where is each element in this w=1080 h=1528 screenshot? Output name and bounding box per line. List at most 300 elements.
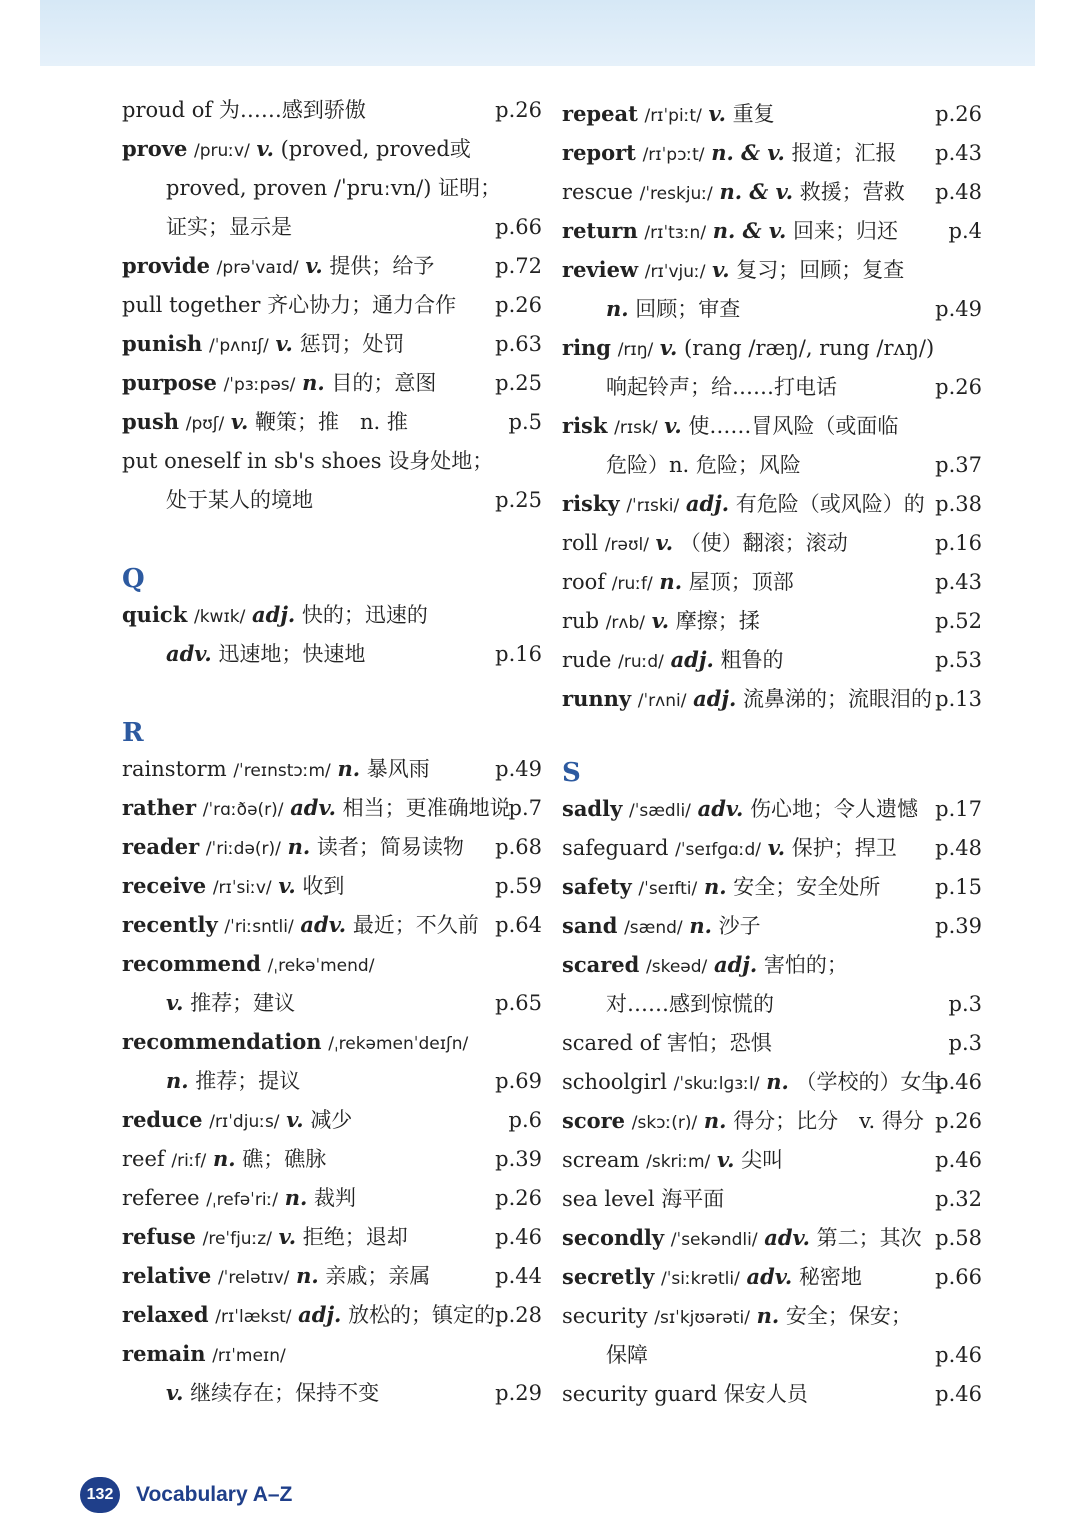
part-of-speech: adv. bbox=[290, 795, 336, 820]
vocab-entry bbox=[122, 1025, 542, 1059]
part-of-speech: v. bbox=[278, 873, 296, 898]
page-ref: p.44 bbox=[495, 1264, 542, 1288]
phonetic: /ruːd/ bbox=[618, 652, 664, 672]
phonetic: /ˌrefəˈriː/ bbox=[206, 1190, 279, 1210]
page-ref: p.69 bbox=[495, 1069, 542, 1093]
entry-text bbox=[562, 792, 918, 828]
definition: 使……冒风险（或面临 bbox=[688, 414, 899, 438]
vocab-entry bbox=[562, 97, 982, 131]
part-of-speech: adj. bbox=[713, 952, 758, 977]
page-ref: p.6 bbox=[508, 1108, 542, 1132]
page-ref: p.38 bbox=[935, 492, 982, 516]
part-of-speech: v. bbox=[651, 608, 670, 633]
headword: safety bbox=[562, 874, 632, 899]
entry-continuation bbox=[122, 986, 542, 1020]
entry-text bbox=[562, 409, 898, 445]
part-of-speech: adv. bbox=[764, 1225, 810, 1250]
entry-continuation bbox=[122, 483, 542, 517]
headword: recommend bbox=[122, 951, 261, 976]
part-of-speech: v. bbox=[767, 835, 786, 860]
entry-text bbox=[562, 253, 904, 289]
phonetic: /ˈrʌni/ bbox=[637, 691, 687, 711]
part-of-speech: n. bbox=[659, 569, 683, 594]
entry-text bbox=[562, 565, 794, 601]
entry-text bbox=[122, 366, 436, 402]
definition: 摩擦；揉 bbox=[675, 609, 760, 633]
phonetic: /reˈfjuːz/ bbox=[202, 1229, 272, 1249]
definition: （使）翻滚；滚动 bbox=[679, 531, 848, 555]
part-of-speech: n. bbox=[756, 1303, 780, 1328]
page-ref: p.63 bbox=[495, 332, 542, 356]
entry-text bbox=[562, 643, 783, 679]
entry-text bbox=[562, 175, 905, 211]
page-ref: p.39 bbox=[935, 914, 982, 938]
phonetic: /riːf/ bbox=[171, 1151, 207, 1171]
definition: （学校的）女生 bbox=[795, 1070, 943, 1094]
entry-text bbox=[606, 987, 774, 1021]
part-of-speech: adv. bbox=[697, 796, 744, 821]
phonetic: /ˈseɪfti/ bbox=[638, 879, 698, 899]
page-number-badge: 132 bbox=[80, 1477, 120, 1513]
entry-text bbox=[562, 1026, 772, 1060]
definition: 暴风雨 bbox=[366, 757, 430, 781]
part-of-speech: v. bbox=[664, 413, 682, 438]
headword: relaxed bbox=[122, 1302, 209, 1327]
entry-text bbox=[122, 1025, 468, 1061]
phonetic: /ˈrɑːðə(r)/ bbox=[202, 800, 284, 820]
page-ref: p.72 bbox=[495, 254, 542, 278]
entry-text bbox=[166, 1376, 379, 1410]
vocab-entry bbox=[122, 132, 542, 166]
headword: roof bbox=[562, 570, 606, 594]
entry-text bbox=[166, 483, 313, 517]
headword: risky bbox=[562, 491, 620, 516]
entry-text bbox=[122, 1103, 352, 1139]
headword: refuse bbox=[122, 1224, 196, 1249]
part-of-speech: v. bbox=[655, 530, 674, 555]
header-band bbox=[40, 0, 1035, 66]
entry-text bbox=[606, 292, 740, 326]
definition: 裁判 bbox=[313, 1186, 356, 1210]
part-of-speech: v. bbox=[659, 335, 678, 360]
phonetic: /rɪˈlækst/ bbox=[215, 1307, 292, 1327]
definition: 读者；简易读物 bbox=[316, 835, 464, 859]
vocab-entry bbox=[122, 830, 542, 864]
vocab-entry bbox=[562, 643, 982, 677]
page-ref: p.4 bbox=[948, 219, 982, 243]
definition: 响起铃声；给……打电话 bbox=[606, 375, 837, 399]
part-of-speech: n. bbox=[689, 913, 712, 938]
phonetic: /rɪˈdjuːs/ bbox=[209, 1112, 280, 1132]
headword: receive bbox=[122, 873, 207, 898]
headword: remain bbox=[122, 1341, 206, 1366]
page-ref: p.25 bbox=[495, 371, 542, 395]
page-ref: p.32 bbox=[935, 1187, 982, 1211]
definition: 推荐；提议 bbox=[195, 1069, 301, 1093]
page-ref: p.28 bbox=[495, 1303, 542, 1327]
definition: 证实；显示是 bbox=[166, 215, 292, 239]
vocab-entry bbox=[122, 1298, 542, 1332]
headword: provide bbox=[122, 253, 210, 278]
entry-text bbox=[606, 1338, 648, 1372]
vocab-entry bbox=[562, 331, 982, 365]
headword: scared of bbox=[562, 1031, 661, 1055]
entry-text bbox=[122, 1337, 286, 1373]
part-of-speech: n. bbox=[296, 1263, 319, 1288]
vocab-entry bbox=[562, 1377, 982, 1411]
page-ref: p.3 bbox=[948, 992, 982, 1016]
definition: 回来；归还 bbox=[793, 219, 899, 243]
section-letter: S bbox=[562, 758, 581, 788]
headword: risk bbox=[562, 413, 608, 438]
part-of-speech: v. bbox=[275, 331, 293, 356]
entry-text bbox=[122, 830, 464, 866]
vocab-entry bbox=[122, 947, 542, 981]
headword: rainstorm bbox=[122, 757, 227, 781]
phonetic: /rɪsk/ bbox=[614, 418, 658, 438]
headword: recommendation bbox=[122, 1029, 322, 1054]
entry-text bbox=[122, 869, 344, 905]
entry-text bbox=[122, 444, 493, 478]
entry-continuation bbox=[562, 1338, 982, 1372]
definition: 有危险（或风险）的 bbox=[735, 492, 925, 516]
entry-text bbox=[122, 1220, 408, 1256]
vocab-entry bbox=[562, 136, 982, 170]
entry-continuation bbox=[562, 370, 982, 404]
vocab-entry bbox=[122, 598, 542, 632]
definition: 设身处地； bbox=[388, 449, 494, 473]
definition: 安全；安全处所 bbox=[733, 875, 881, 899]
vocab-entry bbox=[122, 93, 542, 127]
headword: quick bbox=[122, 602, 188, 627]
part-of-speech: adv. bbox=[746, 1264, 793, 1289]
page-ref: p.68 bbox=[495, 835, 542, 859]
phonetic: /sænd/ bbox=[624, 918, 683, 938]
definition: 快的；迅速的 bbox=[301, 603, 428, 627]
part-of-speech: v. bbox=[230, 409, 249, 434]
page-ref: p.46 bbox=[935, 1382, 982, 1406]
entry-continuation bbox=[562, 292, 982, 326]
section-letter: Q bbox=[122, 564, 145, 594]
part-of-speech: n. & v. bbox=[711, 140, 785, 165]
phonetic: /rɪˈsiːv/ bbox=[212, 878, 272, 898]
part-of-speech: n. bbox=[766, 1069, 789, 1094]
page-ref: p.46 bbox=[935, 1070, 982, 1094]
phonetic: /rɪˈmeɪn/ bbox=[212, 1346, 286, 1366]
part-of-speech: n. & v. bbox=[719, 179, 794, 204]
headword: schoolgirl bbox=[562, 1070, 667, 1094]
phonetic: /ˈreskjuː/ bbox=[639, 184, 713, 204]
entry-continuation bbox=[562, 987, 982, 1021]
headword: punish bbox=[122, 331, 203, 356]
entry-text bbox=[562, 682, 932, 718]
entry-text bbox=[562, 1065, 942, 1101]
definition: (proved, proved或 bbox=[280, 137, 471, 161]
page-ref: p.39 bbox=[495, 1147, 542, 1171]
vocab-entry bbox=[122, 1337, 542, 1371]
headword: secretly bbox=[562, 1264, 655, 1289]
page-ref: p.17 bbox=[935, 797, 982, 821]
headword: proud of bbox=[122, 98, 213, 122]
definition: 得分；比分 v. 得分 bbox=[733, 1109, 924, 1133]
definition: 保障 bbox=[606, 1343, 648, 1367]
part-of-speech: v. bbox=[708, 101, 726, 126]
page-ref: p.16 bbox=[935, 531, 982, 555]
definition: 安全；保安； bbox=[785, 1304, 912, 1328]
entry-continuation bbox=[122, 1376, 542, 1410]
headword: rude bbox=[562, 648, 612, 672]
phonetic: /pruːv/ bbox=[194, 141, 250, 161]
vocab-entry bbox=[122, 288, 542, 322]
entry-text bbox=[122, 249, 434, 285]
page-ref: p.65 bbox=[495, 991, 542, 1015]
page-ref: p.37 bbox=[935, 453, 982, 477]
entry-text bbox=[562, 1104, 924, 1140]
page-ref: p.46 bbox=[495, 1225, 542, 1249]
page-ref: p.49 bbox=[495, 757, 542, 781]
phonetic: /ˈsædli/ bbox=[628, 801, 691, 821]
vocab-entry bbox=[562, 831, 982, 865]
entry-text bbox=[562, 136, 896, 172]
part-of-speech: adj. bbox=[670, 647, 714, 672]
page-ref: p.16 bbox=[495, 642, 542, 666]
entry-text bbox=[122, 288, 456, 322]
phonetic: /ˈriːdə(r)/ bbox=[205, 839, 281, 859]
part-of-speech: n. bbox=[166, 1068, 189, 1093]
definition: 处于某人的境地 bbox=[166, 488, 313, 512]
definition: 拒绝；退却 bbox=[302, 1225, 408, 1249]
phonetic: /ˌrekəˈmend/ bbox=[267, 956, 375, 976]
entry-text bbox=[122, 791, 511, 827]
part-of-speech: n. bbox=[703, 874, 727, 899]
entry-text bbox=[562, 214, 898, 250]
vocab-entry bbox=[562, 175, 982, 209]
entry-text bbox=[122, 1181, 356, 1217]
entry-continuation bbox=[562, 448, 982, 482]
part-of-speech: v. bbox=[278, 1224, 297, 1249]
definition: 救援；营救 bbox=[799, 180, 905, 204]
phonetic: /ˈreɪnstɔːm/ bbox=[233, 761, 331, 781]
phonetic: /ˈpɜːpəs/ bbox=[223, 375, 296, 395]
phonetic: /skeəd/ bbox=[646, 957, 708, 977]
phonetic: /rəʊl/ bbox=[604, 535, 649, 555]
definition: 为……感到骄傲 bbox=[218, 98, 366, 122]
vocab-entry bbox=[562, 1104, 982, 1138]
part-of-speech: n. bbox=[287, 834, 311, 859]
entry-text bbox=[122, 752, 430, 788]
entry-text bbox=[122, 1298, 495, 1334]
phonetic: /rɪˈvjuː/ bbox=[644, 262, 706, 282]
phonetic: /ˈrelətɪv/ bbox=[217, 1268, 290, 1288]
page-ref: p.59 bbox=[495, 874, 542, 898]
vocab-entry bbox=[562, 682, 982, 716]
definition: 害怕的； bbox=[763, 953, 848, 977]
page-ref: p.46 bbox=[935, 1343, 982, 1367]
part-of-speech: n. bbox=[302, 370, 325, 395]
entry-text bbox=[562, 1221, 922, 1257]
page-ref: p.64 bbox=[495, 913, 542, 937]
headword: secondly bbox=[562, 1225, 665, 1250]
entry-text bbox=[606, 370, 837, 404]
headword: scream bbox=[562, 1148, 640, 1172]
vocab-entry bbox=[562, 1299, 982, 1333]
page-ref: p.3 bbox=[948, 1031, 982, 1055]
definition: (rang /ræŋ/, rung /rʌŋ/) bbox=[684, 336, 935, 360]
vocab-entry bbox=[562, 1065, 982, 1099]
page-ref: p.26 bbox=[495, 293, 542, 317]
part-of-speech: adv. bbox=[300, 912, 347, 937]
page-ref: p.58 bbox=[935, 1226, 982, 1250]
definition: 收到 bbox=[302, 874, 345, 898]
vocab-entry bbox=[122, 1220, 542, 1254]
definition: 保安人员 bbox=[723, 1382, 808, 1406]
headword: roll bbox=[562, 531, 599, 555]
page-ref: p.43 bbox=[935, 570, 982, 594]
vocab-entry bbox=[562, 1260, 982, 1294]
page-ref: p.26 bbox=[935, 375, 982, 399]
headword: rather bbox=[122, 795, 197, 820]
entry-text bbox=[562, 831, 897, 867]
page-ref: p.25 bbox=[495, 488, 542, 512]
entry-text bbox=[166, 1064, 300, 1098]
headword: sea level bbox=[562, 1187, 655, 1211]
entry-text bbox=[122, 908, 479, 944]
phonetic: /skɔː(r)/ bbox=[631, 1113, 698, 1133]
vocab-entry bbox=[122, 327, 542, 361]
page-ref: p.48 bbox=[935, 180, 982, 204]
definition: 重复 bbox=[732, 102, 775, 126]
headword: rescue bbox=[562, 180, 633, 204]
phonetic: /rɪˈpiːt/ bbox=[644, 106, 702, 126]
vocab-entry bbox=[562, 1221, 982, 1255]
entry-text bbox=[562, 331, 934, 367]
part-of-speech: v. bbox=[166, 1380, 184, 1405]
phonetic: /ˈsiːkrətli/ bbox=[660, 1269, 740, 1289]
headword: prove bbox=[122, 136, 188, 161]
definition: 尖叫 bbox=[741, 1148, 784, 1172]
phonetic: /prəˈvaɪd/ bbox=[216, 258, 299, 278]
headword: repeat bbox=[562, 101, 638, 126]
definition: 害怕；恐惧 bbox=[666, 1031, 772, 1055]
part-of-speech: v. bbox=[256, 136, 274, 161]
entry-text bbox=[122, 1259, 430, 1295]
entry-text bbox=[122, 93, 366, 127]
vocab-entry bbox=[562, 1026, 982, 1060]
vocab-entry bbox=[562, 1182, 982, 1216]
part-of-speech: n. bbox=[337, 756, 361, 781]
part-of-speech: v. bbox=[712, 257, 730, 282]
phonetic: /ruːf/ bbox=[611, 574, 653, 594]
entry-text bbox=[562, 909, 761, 945]
headword: review bbox=[562, 257, 639, 282]
definition: 推荐；建议 bbox=[190, 991, 296, 1015]
phonetic: /pʊʃ/ bbox=[185, 414, 225, 434]
phonetic: /sɪˈkjʊərəti/ bbox=[654, 1308, 750, 1328]
part-of-speech: adv. bbox=[166, 641, 212, 666]
definition: 伤心地；令人遗憾 bbox=[749, 797, 918, 821]
page-ref: p.48 bbox=[935, 836, 982, 860]
phonetic: /skriːm/ bbox=[646, 1152, 711, 1172]
page-ref: p.46 bbox=[935, 1148, 982, 1172]
page-ref: p.26 bbox=[935, 102, 982, 126]
vocab-entry bbox=[122, 1142, 542, 1176]
entry-text bbox=[562, 1299, 912, 1335]
phonetic: /rʌb/ bbox=[605, 613, 645, 633]
entry-text bbox=[122, 1142, 326, 1178]
entry-text bbox=[122, 947, 374, 983]
entry-text bbox=[166, 637, 365, 671]
definition: 流鼻涕的；流眼泪的 bbox=[743, 687, 933, 711]
headword: push bbox=[122, 409, 180, 434]
headword: purpose bbox=[122, 370, 217, 395]
part-of-speech: adj. bbox=[693, 686, 737, 711]
part-of-speech: adj. bbox=[298, 1302, 342, 1327]
page-ref: p.5 bbox=[508, 410, 542, 434]
entry-text bbox=[562, 870, 880, 906]
vocab-entry bbox=[562, 870, 982, 904]
part-of-speech: adj. bbox=[685, 491, 730, 516]
phonetic: /rɪŋ/ bbox=[617, 340, 654, 360]
headword: referee bbox=[122, 1186, 200, 1210]
entry-text bbox=[166, 171, 501, 205]
definition: proved, proven /ˈpruːvn/) 证明； bbox=[166, 176, 502, 200]
phonetic: /ˈpʌnɪʃ/ bbox=[208, 336, 269, 356]
vocab-entry bbox=[122, 908, 542, 942]
headword: scared bbox=[562, 952, 640, 977]
vocab-entry bbox=[562, 792, 982, 826]
definition: 相当；更准确地说 bbox=[342, 796, 511, 820]
entry-text bbox=[562, 1377, 808, 1411]
headword: reader bbox=[122, 834, 200, 859]
section-letter: R bbox=[122, 718, 144, 748]
page-ref: p.26 bbox=[495, 98, 542, 122]
entry-continuation bbox=[122, 637, 542, 671]
vocab-entry bbox=[562, 409, 982, 443]
headword: recently bbox=[122, 912, 218, 937]
headword: score bbox=[562, 1108, 626, 1133]
vocab-entry bbox=[122, 366, 542, 400]
page-ref: p.26 bbox=[495, 1186, 542, 1210]
headword: runny bbox=[562, 686, 632, 711]
phonetic: /ˈrɪski/ bbox=[626, 496, 680, 516]
vocab-entry bbox=[122, 249, 542, 283]
headword: rub bbox=[562, 609, 600, 633]
entry-text bbox=[562, 1260, 862, 1296]
vocab-entry bbox=[562, 253, 982, 287]
vocab-entry bbox=[562, 487, 982, 521]
entry-text bbox=[562, 526, 848, 562]
headword: pull together bbox=[122, 293, 261, 317]
part-of-speech: v. bbox=[716, 1147, 735, 1172]
part-of-speech: v. bbox=[166, 990, 184, 1015]
headword: reef bbox=[122, 1147, 165, 1171]
definition: 惩罚；处罚 bbox=[299, 332, 405, 356]
part-of-speech: v. bbox=[286, 1107, 304, 1132]
vocab-entry bbox=[122, 1181, 542, 1215]
definition: 鞭策；推 n. 推 bbox=[254, 410, 408, 434]
page-ref: p.13 bbox=[935, 687, 982, 711]
entry-text bbox=[122, 132, 471, 168]
definition: 继续存在；保持不变 bbox=[190, 1381, 380, 1405]
page-ref: p.26 bbox=[935, 1109, 982, 1133]
footer-title: Vocabulary A–Z bbox=[136, 1483, 293, 1506]
part-of-speech: n. bbox=[212, 1146, 236, 1171]
part-of-speech: n. & v. bbox=[712, 218, 787, 243]
headword: security bbox=[562, 1304, 648, 1328]
entry-text bbox=[562, 948, 848, 984]
definition: 第二；其次 bbox=[816, 1226, 922, 1250]
vocab-entry bbox=[122, 869, 542, 903]
